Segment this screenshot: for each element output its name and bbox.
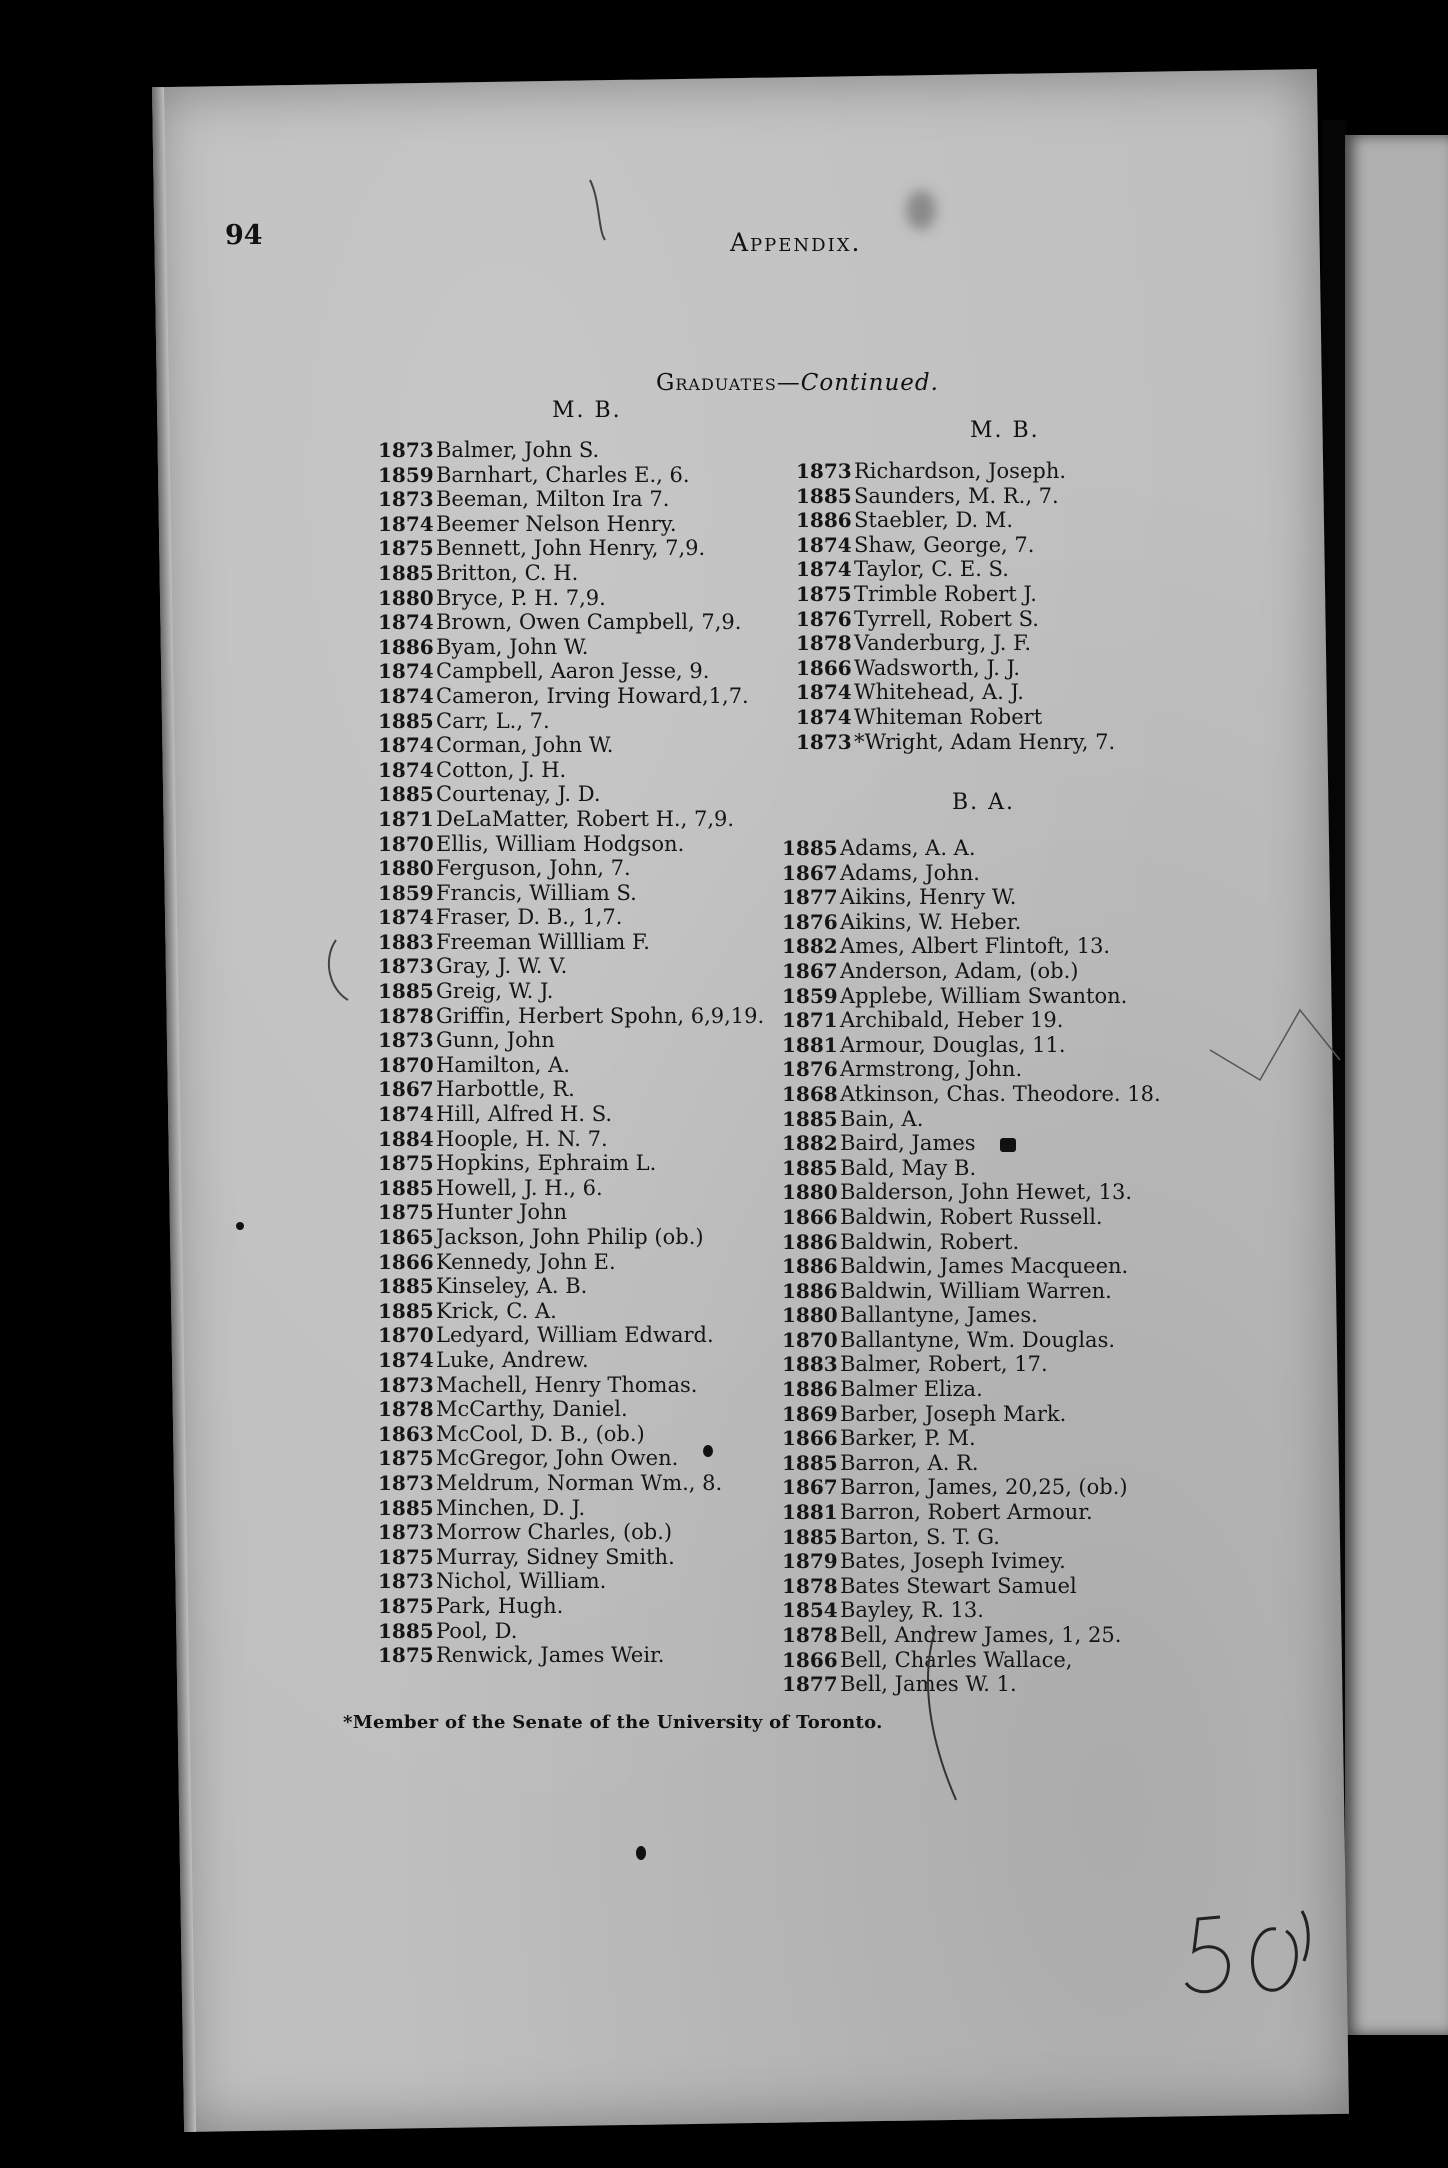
graduate-name: Jackson, John Philip (ob.) [436, 1225, 704, 1249]
graduation-year: 1859 [782, 983, 838, 1008]
senate-footnote: *Member of the Senate of the University of Toronto. [343, 1712, 883, 1733]
graduation-year: 1874 [378, 1347, 434, 1372]
graduate-name: Hopkins, Ephraim L. [436, 1151, 657, 1176]
graduation-year: 1885 [782, 1524, 838, 1549]
graduate-name: Bryce, P. H. 7,9. [436, 585, 606, 610]
graduation-year: 1874 [796, 557, 852, 582]
graduation-year: 1886 [782, 1278, 838, 1303]
graduate-name: Pool, D. [436, 1618, 518, 1643]
graduation-year: 1886 [782, 1254, 838, 1279]
graduate-name: Barron, Robert Armour. [840, 1500, 1093, 1525]
graduate-name: Morrow Charles, (ob.) [436, 1520, 673, 1545]
graduation-year: 1876 [782, 1057, 838, 1082]
section-continued: Continued. [800, 370, 939, 396]
graduate-name: Howell, J. H., 6. [436, 1175, 603, 1200]
graduation-year: 1884 [378, 1126, 434, 1151]
graduation-year: 1867 [782, 860, 838, 885]
graduate-name: Ellis, William Hodgson. [436, 831, 685, 856]
graduation-year: 1874 [796, 704, 852, 729]
graduation-year: 1874 [378, 659, 434, 684]
graduation-year: 1863 [378, 1421, 434, 1446]
right-mb-heading: M. B. [970, 418, 1040, 443]
graduation-year: 1868 [782, 1081, 838, 1106]
graduate-name: Balmer, John S. [436, 438, 600, 462]
graduate-name: Minchen, D. J. [436, 1495, 586, 1520]
graduation-year: 1880 [782, 1303, 838, 1328]
graduate-name: Ames, Albert Flintoft, 13. [840, 934, 1111, 959]
graduation-year: 1867 [782, 1475, 838, 1500]
graduate-name: Barton, S. T. G. [840, 1524, 1000, 1549]
graduate-name: Francis, William S. [436, 880, 637, 905]
graduate-name: Baldwin, James Macqueen. [840, 1254, 1129, 1279]
graduation-year: 1878 [378, 1003, 434, 1028]
graduate-name: Atkinson, Chas. Theodore. 18. [840, 1081, 1161, 1106]
graduate-name: Archibald, Heber 19. [840, 1008, 1064, 1033]
graduate-name: Adams, A. A. [840, 836, 976, 860]
graduate-name: Fraser, D. B., 1,7. [436, 905, 623, 930]
section-title-dash: — [776, 370, 801, 396]
graduate-name: Whiteman Robert [854, 704, 1043, 729]
graduate-name: Baird, James [840, 1131, 976, 1156]
graduate-name: Bald, May B. [840, 1155, 977, 1180]
graduation-year: 1882 [782, 1131, 838, 1156]
graduation-year: 1878 [378, 1397, 434, 1422]
graduation-year: 1854 [782, 1598, 838, 1623]
graduate-name: Tyrrell, Robert S. [854, 606, 1039, 631]
graduate-name: Balmer, Robert, 17. [840, 1352, 1048, 1377]
graduate-name: Beeman, Milton Ira 7. [436, 487, 670, 512]
graduate-name: Gray, J. W. V. [436, 954, 568, 979]
graduation-year: 1886 [796, 508, 852, 533]
graduation-year: 1876 [796, 606, 852, 631]
graduation-year: 1866 [796, 655, 852, 680]
graduate-name: DeLaMatter, Robert H., 7,9. [436, 806, 735, 831]
graduation-year: 1870 [782, 1327, 838, 1352]
graduate-name: Vanderburg, J. F. [854, 631, 1032, 656]
graduate-name: Barron, A. R. [840, 1450, 979, 1475]
graduation-year: 1885 [782, 1106, 838, 1131]
graduate-name: Krick, C. A. [436, 1298, 557, 1323]
graduation-year: 1885 [796, 483, 852, 508]
graduate-name: Bates Stewart Samuel [840, 1573, 1077, 1598]
graduation-year: 1883 [378, 929, 434, 954]
graduate-name: Hill, Alfred H. S. [436, 1102, 613, 1127]
graduate-name: McCarthy, Daniel. [436, 1397, 628, 1422]
graduation-year: 1878 [782, 1573, 838, 1598]
graduate-name: Nichol, William. [436, 1569, 607, 1594]
graduation-year: 1875 [378, 1151, 434, 1176]
graduation-year: 1877 [782, 1672, 838, 1697]
graduate-name: *Wright, Adam Henry, 7. [854, 729, 1116, 754]
graduation-year: 1875 [378, 536, 434, 561]
graduation-year: 1870 [378, 1323, 434, 1348]
graduate-name: Armour, Douglas, 11. [840, 1032, 1066, 1057]
graduation-year: 1885 [782, 1450, 838, 1475]
graduate-name: Staebler, D. M. [854, 508, 1014, 533]
graduation-year: 1885 [378, 1175, 434, 1200]
graduate-name: Baldwin, Robert Russell. [840, 1204, 1103, 1229]
graduate-name: Cotton, J. H. [436, 757, 567, 782]
graduation-year: 1874 [796, 532, 852, 557]
graduation-year: 1886 [378, 634, 434, 659]
page-number: 94 [225, 220, 263, 251]
graduation-year: 1875 [796, 581, 852, 606]
graduate-name: Balmer Eliza. [840, 1377, 983, 1402]
graduation-year: 1883 [782, 1352, 838, 1377]
graduation-year: 1885 [378, 979, 434, 1004]
graduation-year: 1880 [378, 856, 434, 881]
graduation-year: 1867 [378, 1077, 434, 1102]
graduation-year: 1878 [782, 1623, 838, 1647]
graduate-name: Corman, John W. [436, 733, 614, 758]
graduation-year: 1885 [782, 1155, 838, 1180]
graduate-name: McGregor, John Owen. [436, 1446, 679, 1471]
graduation-year: 1866 [782, 1426, 838, 1451]
graduate-name: Aikins, W. Heber. [840, 909, 1022, 934]
graduate-name: Ledyard, William Edward. [436, 1323, 714, 1348]
graduation-year: 1885 [378, 1495, 434, 1520]
graduation-year: 1873 [796, 729, 852, 754]
graduate-name: Barber, Joseph Mark. [840, 1401, 1067, 1426]
graduation-year: 1886 [782, 1229, 838, 1254]
graduate-name: Armstrong, John. [840, 1057, 1023, 1082]
graduate-name: Richardson, Joseph. [854, 459, 1067, 483]
graduation-year: 1873 [378, 1028, 434, 1053]
graduate-name: Machell, Henry Thomas. [436, 1372, 698, 1397]
graduation-year: 1882 [782, 934, 838, 959]
graduate-name: McCool, D. B., (ob.) [436, 1421, 645, 1446]
right-ba-heading: B. A. [952, 790, 1016, 815]
graduate-name: Kennedy, John E. [436, 1249, 616, 1274]
graduation-year: 1870 [378, 1052, 434, 1077]
graduation-year: 1873 [378, 1569, 434, 1594]
graduate-name: Ballantyne, James. [840, 1303, 1038, 1328]
graduate-name: Barker, P. M. [840, 1426, 976, 1451]
graduation-year: 1873 [796, 459, 852, 483]
graduate-name: Park, Hugh. [436, 1593, 564, 1618]
graduation-year: 1874 [796, 680, 852, 705]
graduate-name: Renwick, James Weir. [436, 1643, 665, 1668]
graduate-name: Aikins, Henry W. [840, 885, 1017, 910]
graduation-year: 1879 [782, 1549, 838, 1574]
graduation-year: 1871 [782, 1008, 838, 1033]
graduate-name: Balderson, John Hewet, 13. [840, 1180, 1132, 1205]
graduate-name: Hoople, H. N. 7. [436, 1126, 608, 1151]
graduation-year: 1871 [378, 806, 434, 831]
graduation-year: 1873 [378, 1470, 434, 1495]
graduation-year: 1886 [782, 1377, 838, 1402]
graduation-year: 1881 [782, 1500, 838, 1525]
graduation-year: 1874 [378, 757, 434, 782]
graduation-year: 1873 [378, 954, 434, 979]
graduate-name: Bell, James W. 1. [840, 1672, 1017, 1697]
graduation-year: 1866 [782, 1647, 838, 1672]
graduate-name: Hamilton, A. [436, 1052, 570, 1077]
graduation-year: 1885 [378, 1298, 434, 1323]
graduate-name: Saunders, M. R., 7. [854, 483, 1059, 508]
graduation-year: 1885 [378, 1274, 434, 1299]
graduation-year: 1875 [378, 1593, 434, 1618]
graduate-name: Anderson, Adam, (ob.) [840, 958, 1079, 983]
graduation-year: 1873 [378, 487, 434, 512]
graduation-year: 1874 [378, 905, 434, 930]
graduate-name: Whitehead, A. J. [854, 680, 1024, 705]
graduate-name: Baldwin, William Warren. [840, 1278, 1112, 1303]
graduate-name: Greig, W. J. [436, 979, 554, 1004]
running-head: Appendix. [730, 228, 862, 257]
graduate-name: Luke, Andrew. [436, 1347, 589, 1372]
graduation-year: 1873 [378, 438, 434, 462]
graduate-name: Ballantyne, Wm. Douglas. [840, 1327, 1116, 1352]
section-title-text: Graduates [656, 370, 777, 396]
graduate-name: Beemer Nelson Henry. [436, 511, 677, 536]
graduate-name: Hunter John [436, 1200, 568, 1225]
graduate-name: Barnhart, Charles E., 6. [436, 462, 690, 487]
graduation-year: 1869 [782, 1401, 838, 1426]
graduation-year: 1873 [378, 1372, 434, 1397]
graduate-name: Harbottle, R. [436, 1077, 575, 1102]
graduation-year: 1873 [378, 1520, 434, 1545]
graduate-name: Byam, John W. [436, 634, 589, 659]
graduation-year: 1885 [378, 560, 434, 585]
graduate-name: Bain, A. [840, 1106, 924, 1131]
graduate-name: Barron, James, 20,25, (ob.) [840, 1475, 1128, 1500]
graduation-year: 1885 [378, 708, 434, 733]
graduate-name: Courtenay, J. D. [436, 782, 601, 807]
graduation-year: 1885 [378, 1618, 434, 1643]
graduate-name: Taylor, C. E. S. [854, 557, 1009, 582]
graduation-year: 1874 [378, 733, 434, 758]
graduation-year: 1866 [782, 1204, 838, 1229]
graduation-year: 1874 [378, 1102, 434, 1127]
graduate-name: Trimble Robert J. [854, 581, 1037, 606]
graduation-year: 1875 [378, 1544, 434, 1569]
graduation-year: 1874 [378, 511, 434, 536]
graduate-name: Britton, C. H. [436, 560, 579, 585]
graduation-year: 1875 [378, 1446, 434, 1471]
graduate-name: Carr, L., 7. [436, 708, 550, 733]
graduate-name: Bell, Andrew James, 1, 25. [840, 1623, 1122, 1647]
graduate-name: Bates, Joseph Ivimey. [840, 1549, 1066, 1574]
graduate-name: Kinseley, A. B. [436, 1274, 588, 1299]
graduation-year: 1877 [782, 885, 838, 910]
graduation-year: 1874 [378, 683, 434, 708]
graduation-year: 1874 [378, 610, 434, 635]
graduation-year: 1859 [378, 462, 434, 487]
graduate-name: Baldwin, Robert. [840, 1229, 1020, 1254]
graduate-name: Adams, John. [840, 860, 980, 885]
graduate-name: Bennett, John Henry, 7,9. [436, 536, 706, 561]
graduate-name: Campbell, Aaron Jesse, 9. [436, 659, 710, 684]
graduate-name: Wadsworth, J. J. [854, 655, 1021, 680]
graduate-name: Griffin, Herbert Spohn, 6,9,19. [436, 1003, 765, 1028]
left-column-heading: M. B. [552, 398, 622, 423]
graduation-year: 1885 [782, 836, 838, 860]
graduate-name: Freeman Willliam F. [436, 929, 650, 954]
graduation-year: 1875 [378, 1200, 434, 1225]
graduation-year: 1867 [782, 958, 838, 983]
graduation-year: 1876 [782, 909, 838, 934]
graduate-name: Meldrum, Norman Wm., 8. [436, 1470, 723, 1495]
graduation-year: 1885 [378, 782, 434, 807]
graduation-year: 1865 [378, 1225, 434, 1249]
graduation-year: 1859 [378, 880, 434, 905]
graduate-name: Murray, Sidney Smith. [436, 1544, 675, 1569]
graduation-year: 1875 [378, 1643, 434, 1668]
graduate-name: Cameron, Irving Howard,1,7. [436, 683, 749, 708]
graduation-year: 1881 [782, 1032, 838, 1057]
graduate-name: Ferguson, John, 7. [436, 856, 631, 881]
graduation-year: 1880 [782, 1180, 838, 1205]
graduation-year: 1880 [378, 585, 434, 610]
graduation-year: 1878 [796, 631, 852, 656]
graduate-name: Bell, Charles Wallace, [840, 1647, 1073, 1672]
graduation-year: 1870 [378, 831, 434, 856]
graduate-name: Brown, Owen Campbell, 7,9. [436, 610, 742, 635]
graduation-year: 1866 [378, 1249, 434, 1274]
graduate-name: Bayley, R. 13. [840, 1598, 984, 1623]
graduate-name: Shaw, George, 7. [854, 532, 1035, 557]
graduate-name: Applebe, William Swanton. [840, 983, 1128, 1008]
graduate-name: Gunn, John [436, 1028, 555, 1053]
